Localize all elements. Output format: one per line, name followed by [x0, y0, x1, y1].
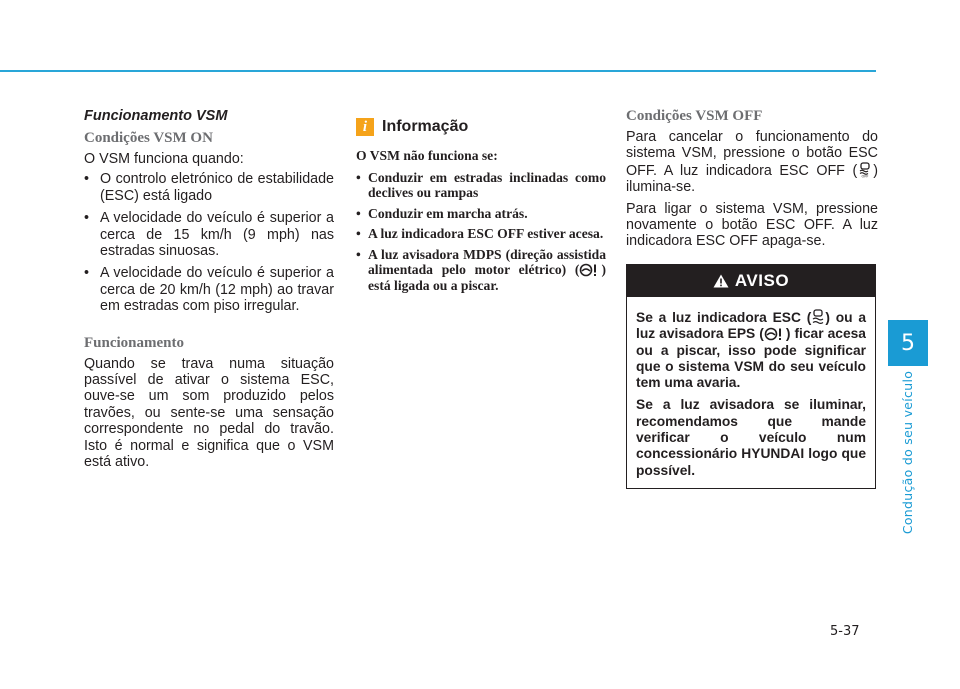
info-list	[356, 170, 606, 294]
list-item: • Conduzir em marcha atrás.	[356, 206, 606, 222]
text-part: ) ilumina-se.	[626, 162, 878, 196]
list-item: • A velocidade do veículo é superior a cerca de 15 km/h (9 mph) nas estradas sinuosas.	[84, 210, 334, 259]
list-item: • A velocidade do veículo é superior a cerca de 20 km/h (12 mph) ao travar em estradas com piso irregular.	[84, 265, 334, 314]
warning-box	[626, 264, 876, 489]
list-item	[356, 247, 606, 294]
warning-title: AVISO	[734, 271, 790, 290]
chapter-number-tab: 5	[888, 320, 928, 366]
text-part: ) ou a luz avisadora EPS (	[636, 310, 867, 342]
column-vsm-operation	[84, 108, 334, 471]
functioning-title: Funcionamento	[84, 334, 185, 351]
esc-skid-car-icon	[811, 309, 825, 325]
info-intro: O VSM não funciona se:	[356, 148, 498, 163]
warning-header	[627, 265, 875, 297]
list-item: • A luz indicadora ESC OFF estiver acesa.	[356, 226, 606, 242]
chapter-title	[888, 372, 928, 532]
header-rule	[0, 70, 876, 72]
steering-warning-icon	[764, 327, 786, 341]
warning-p1	[636, 309, 866, 391]
functioning-text: Quando se trava numa situação passível de ativar o sistema ESC, ouve-se um som produzido pelos travões, ou sente-se uma sensação correspondente no pedal do travão. Isto é normal e significa que o VSM está ativo.	[84, 355, 334, 471]
info-title: Informação	[382, 118, 469, 135]
vsm-on-intro: O VSM funciona quando:	[84, 151, 244, 167]
svg-text:OFF: OFF	[861, 174, 869, 178]
text-part: Para cancelar o funcionamento do sistema VSM, pressione o botão ESC OFF. A luz indicadora ESC OFF (	[626, 129, 878, 179]
vsm-off-p1	[626, 129, 878, 196]
column-information	[356, 114, 606, 298]
vsm-on-list	[84, 171, 334, 314]
list-text-a: A luz avisadora MDPS (direção assistida alimentada pelo motor elétrico) (	[368, 246, 606, 277]
text-part: ) ficar acesa ou a piscar, isso pode significar que o sistema VSM do seu veículo tem uma avaria.	[636, 326, 866, 391]
chapter-title-text: Condução do seu veículo	[900, 370, 916, 534]
page-number: 5-37	[830, 624, 860, 639]
list-item: • O controlo eletrónico de estabilidade (ESC) está ligado	[84, 171, 334, 204]
warning-triangle-icon	[713, 274, 729, 288]
list-text-b: ) está ligada ou a piscar.	[368, 262, 606, 293]
steering-warning-icon	[579, 263, 601, 277]
list-item: • Conduzir em estradas inclinadas como declives ou rampas	[356, 170, 606, 201]
section-title: Funcionamento VSM	[84, 108, 228, 124]
text-part: Se a luz indicadora ESC (	[636, 310, 812, 325]
warning-body	[627, 297, 875, 479]
vsm-on-title: Condições VSM ON	[84, 130, 213, 146]
info-icon: i	[356, 118, 374, 136]
column-vsm-off	[626, 108, 878, 250]
vsm-off-p2: Para ligar o sistema VSM, pressione novamente o botão ESC OFF. A luz indicadora ESC OFF apaga-se.	[626, 200, 878, 250]
warning-p2: Se a luz avisadora se iluminar, recomendamos que mande verificar o veículo num concessionário HYUNDAI logo que possível.	[636, 397, 866, 478]
info-header	[356, 114, 606, 140]
esc-off-icon	[857, 162, 873, 178]
vsm-off-title: Condições VSM OFF	[626, 108, 763, 124]
